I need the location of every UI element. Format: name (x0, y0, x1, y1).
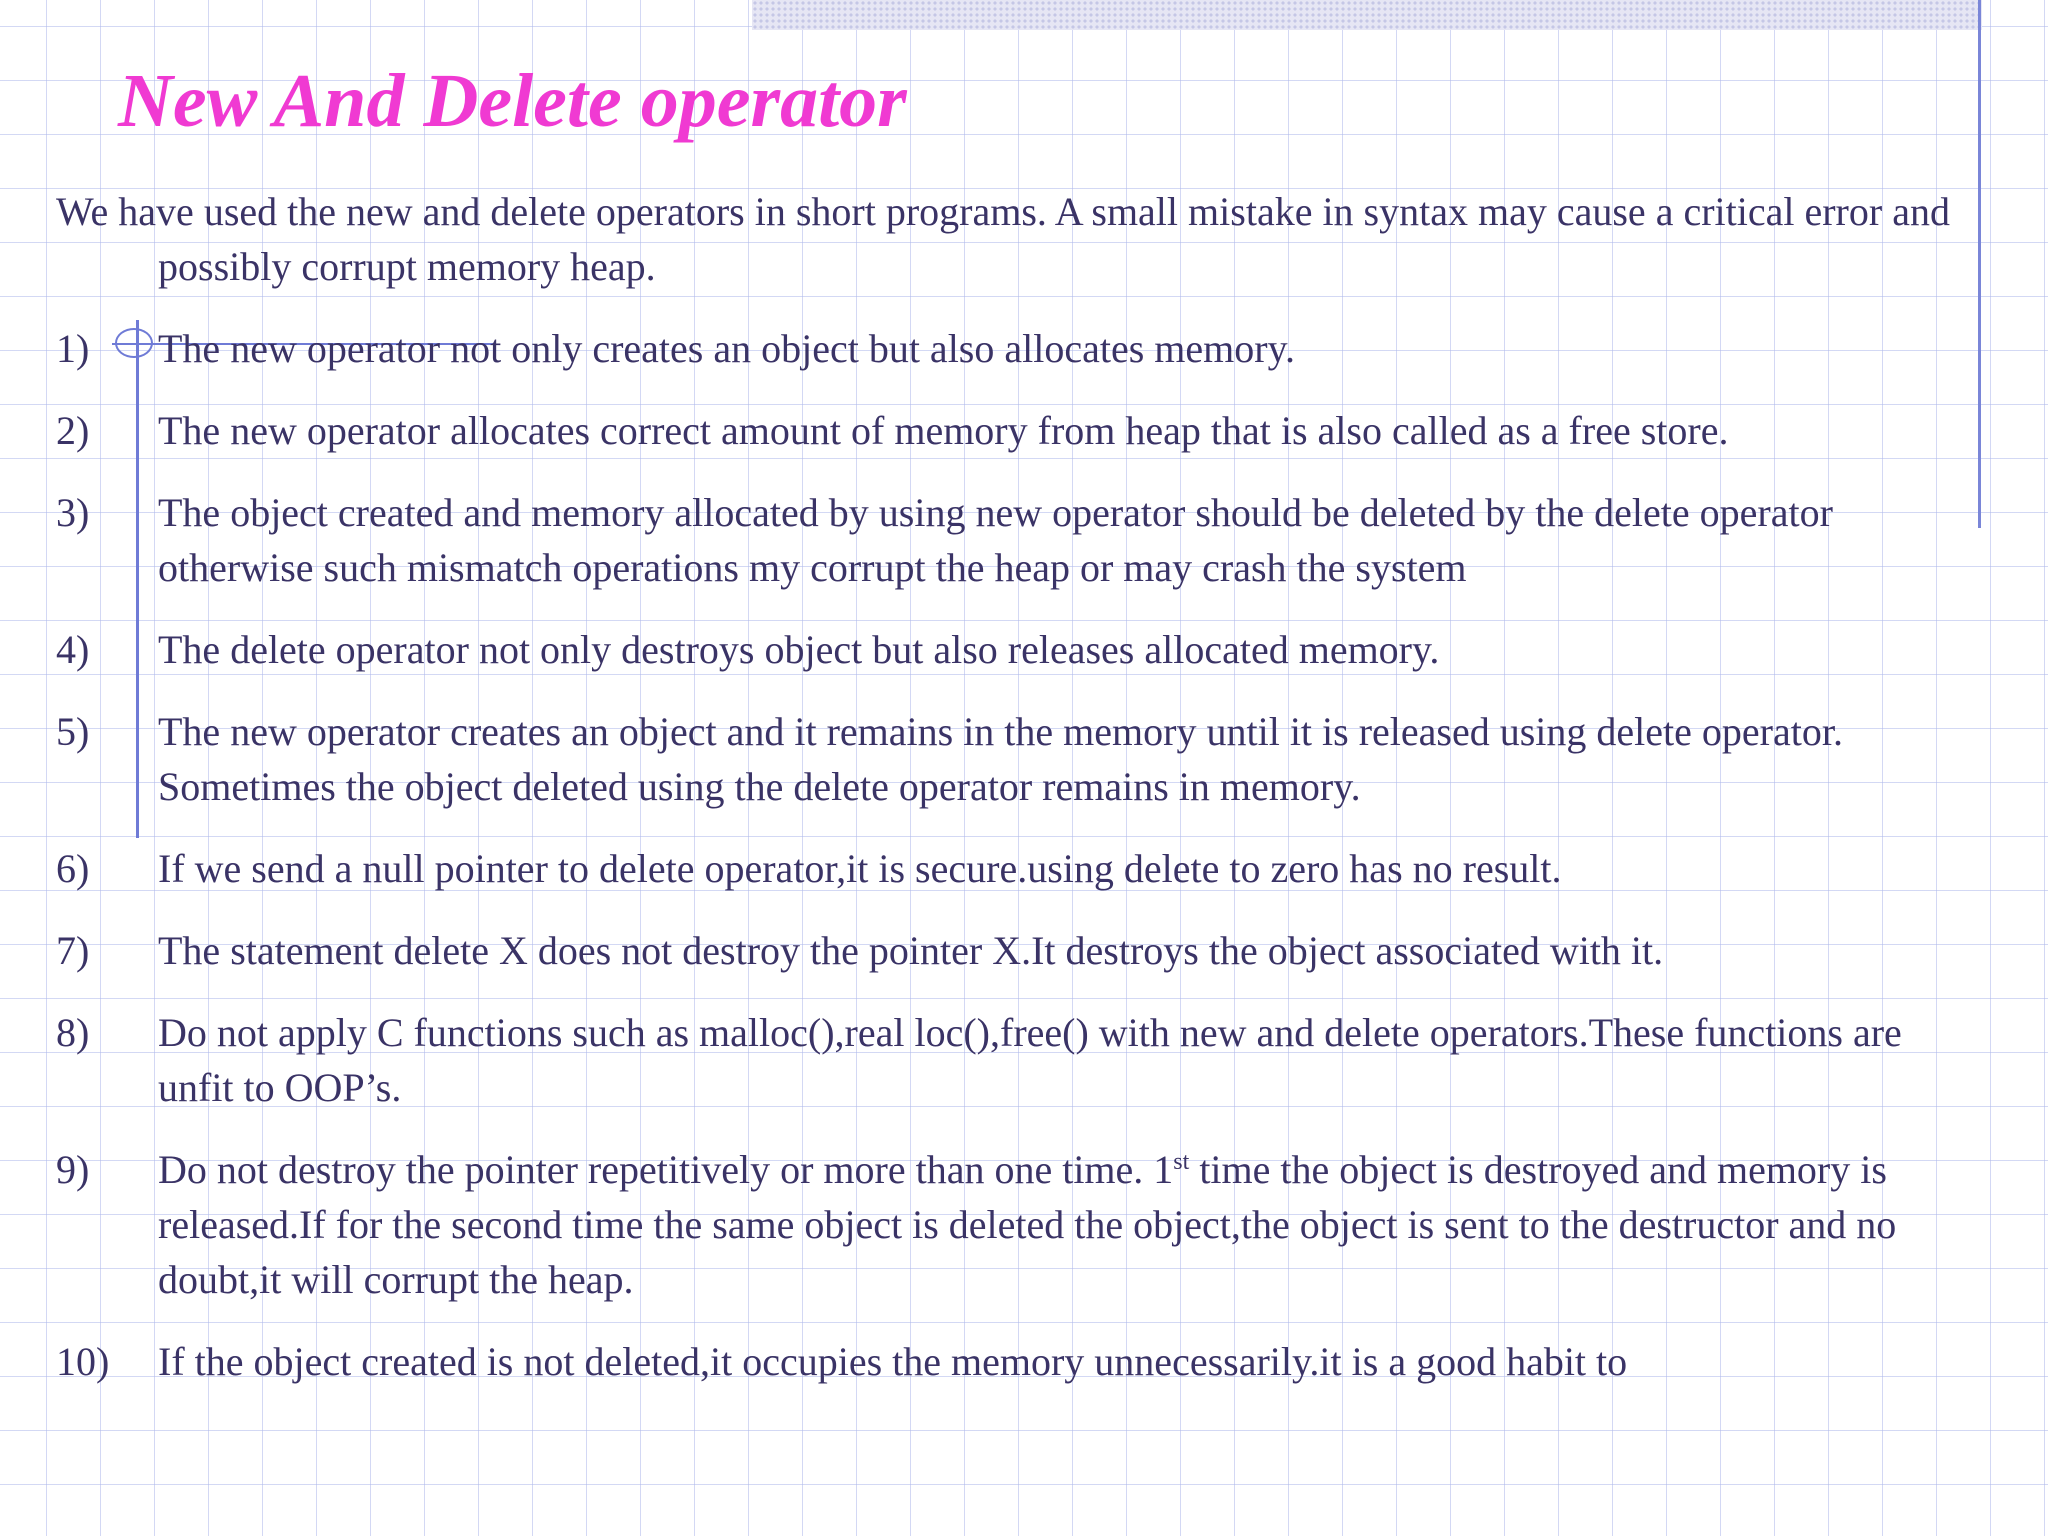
item-number: 2) (56, 408, 90, 453)
list-item (56, 1142, 1976, 1307)
item-number: 1) (56, 326, 90, 371)
ordinal-suffix: st (1173, 1149, 1190, 1175)
item-number: 8) (56, 1010, 90, 1055)
item-text: The object created and memory allocated by using new operator should be deleted by the delete operator otherwise such mismatch operations my corrupt the heap or may crash the system (158, 490, 1833, 590)
slide-title: New And Delete operator (118, 59, 907, 143)
list-item (56, 403, 1976, 458)
list-item (56, 1334, 1976, 1389)
list-item (56, 704, 1976, 814)
right-decorative-rule (1978, 0, 1981, 528)
intro-paragraph: We have used the new and delete operators in short programs. A small mistake in syntax may cause a critical error and possibly corrupt memory heap. (56, 189, 1950, 289)
list-item (56, 622, 1976, 677)
item-number: 3) (56, 490, 90, 535)
item-text-part: time the object is destroyed and memory is released.If for the second time the same object is deleted the object,the object is sent to the destructor and no doubt,it will corrupt the heap. (158, 1147, 1897, 1302)
item-text: The delete operator not only destroys object but also releases allocated memory. (158, 627, 1440, 672)
list-item (56, 485, 1976, 595)
item-text: If the object created is not deleted,it occupies the memory unnecessarily.it is a good habit to (158, 1339, 1628, 1384)
item-number: 6) (56, 846, 90, 891)
item-text: Do not apply C functions such as malloc(),real loc(),free() with new and delete operators.These functions are unfit to OOP’s. (158, 1010, 1902, 1110)
item-text: The new operator creates an object and it remains in the memory until it is released using delete operator. Sometimes the object deleted using the delete operator remains in memory. (158, 709, 1843, 809)
item-text: If we send a null pointer to delete operator,it is secure.using delete to zero has no result. (158, 846, 1562, 891)
item-text: The statement delete X does not destroy the pointer X.It destroys the object associated with it. (158, 928, 1664, 973)
item-number: 10) (56, 1339, 110, 1384)
list-item (56, 923, 1976, 978)
item-number: 5) (56, 709, 90, 754)
item-text (158, 1142, 1976, 1307)
item-text: The new operator allocates correct amount of memory from heap that is also called as a free store. (158, 408, 1729, 453)
list-item (56, 841, 1976, 896)
item-text-part: Do not destroy the pointer repetitively or more than one time. 1 (158, 1147, 1174, 1192)
item-number: 7) (56, 928, 90, 973)
slide-body (56, 184, 1976, 1416)
item-number: 4) (56, 627, 90, 672)
item-number: 9) (56, 1147, 90, 1192)
item-text: The new operator not only creates an object but also allocates memory. (158, 326, 1295, 371)
top-decorative-band (752, 0, 1982, 30)
list-item (56, 321, 1976, 376)
list-item (56, 1005, 1976, 1115)
